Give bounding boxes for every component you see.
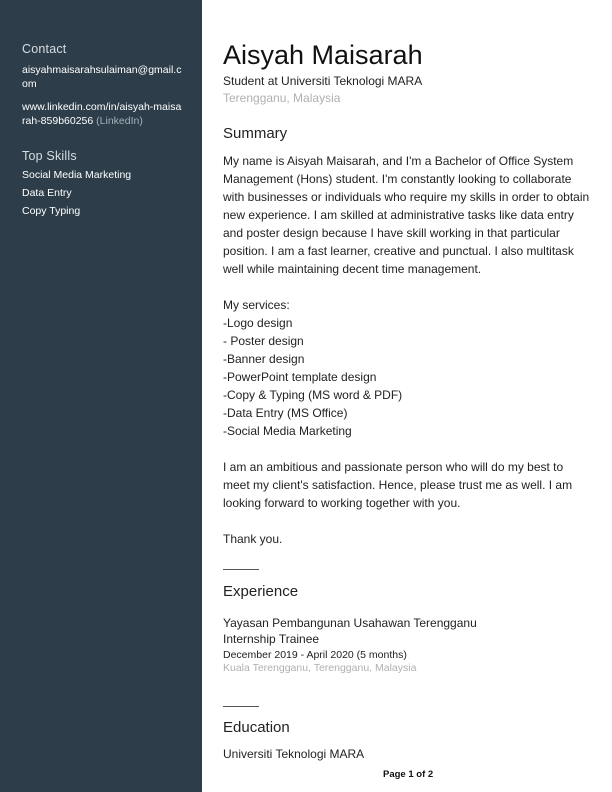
service-item: -Social Media Marketing: [223, 424, 352, 438]
service-item: -Copy & Typing (MS word & PDF): [223, 388, 403, 402]
summary-body: [223, 152, 593, 548]
summary-closing: I am an ambitious and passionate person who will do my best to meet my client's satisfaction. Hence, please trust me as well. I am looking forward to working together with you.: [223, 460, 573, 510]
contact-heading: Contact: [22, 42, 67, 56]
summary-intro: My name is Aisyah Maisarah, and I'm a Bachelor of Office System Management (Hons) student. I'm constantly looking to collaborate with businesses or individuals who require my skills in order to obtain new experience. I am skilled at administrative tasks like data entry and poster design because I have skill working in that particular position. I am a fast learner, creative and punctual. I also multitask well while maintaining decent time management.: [223, 154, 590, 276]
contact-email[interactable]: aisyahmaisarahsulaiman@gmail.com: [22, 64, 182, 90]
section-divider: [223, 706, 259, 707]
linkedin-label: (LinkedIn): [96, 114, 143, 127]
service-item: -Logo design: [223, 316, 293, 330]
skill-item: Data Entry: [22, 187, 72, 199]
page-number: Page 1 of 2: [383, 769, 434, 780]
service-item: -PowerPoint template design: [223, 370, 377, 384]
education-heading: Education: [223, 719, 290, 736]
profile-headline: Student at Universiti Teknologi MARA: [223, 74, 423, 88]
experience-heading: Experience: [223, 583, 299, 600]
service-item: -Banner design: [223, 352, 305, 366]
summary-heading: Summary: [223, 125, 288, 142]
skill-item: Copy Typing: [22, 205, 81, 217]
education-school: Universiti Teknologi MARA: [223, 747, 365, 761]
section-divider: [223, 569, 259, 570]
skill-item: Social Media Marketing: [22, 169, 132, 181]
experience-location: Kuala Terengganu, Terengganu, Malaysia: [223, 662, 417, 674]
top-skills-heading: Top Skills: [22, 149, 77, 163]
sidebar: [0, 0, 202, 792]
experience-company: Yayasan Pembangunan Usahawan Terengganu: [223, 616, 477, 630]
service-item: -Data Entry (MS Office): [223, 406, 348, 420]
profile-name: Aisyah Maisarah: [223, 40, 423, 70]
contact-linkedin[interactable]: [22, 101, 182, 128]
profile-location: Terengganu, Malaysia: [223, 91, 341, 105]
experience-dates: December 2019 - April 2020 (5 months): [223, 649, 407, 661]
services-heading: My services:: [223, 298, 290, 312]
linkedin-url[interactable]: www.linkedin.com/in/aisyah-maisarah-859b60256: [22, 101, 182, 127]
service-item: - Poster design: [223, 334, 304, 348]
summary-thanks: Thank you.: [223, 532, 283, 546]
experience-title: Internship Trainee: [223, 632, 320, 646]
